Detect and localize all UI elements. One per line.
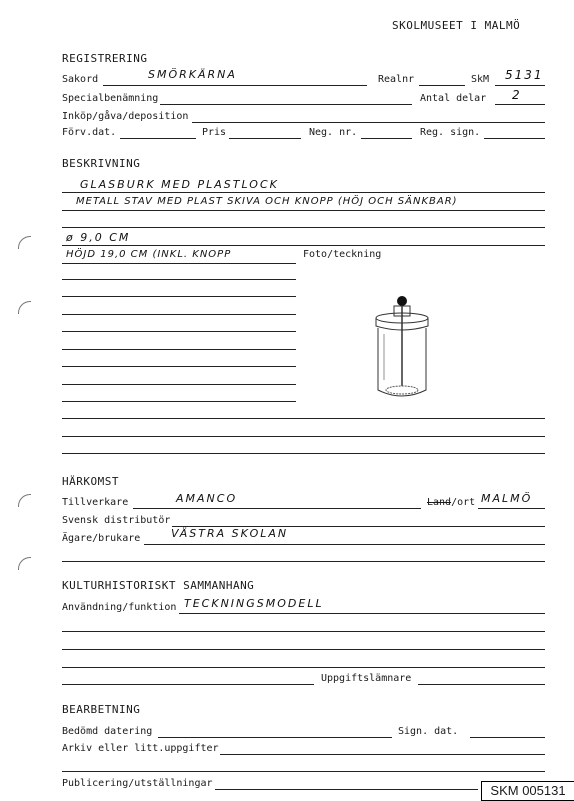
beskrivning-line[interactable]	[62, 453, 545, 454]
realnr-label: Realnr	[378, 74, 415, 85]
land-label-struck: Land	[427, 497, 452, 508]
inkop-field[interactable]	[192, 122, 545, 123]
kultur-line[interactable]	[62, 631, 545, 632]
anvandning-label: Användning/funktion	[62, 602, 177, 613]
specialbenamning-label: Specialbenämning	[62, 93, 159, 104]
beskrivning-line[interactable]	[62, 192, 545, 193]
negnr-label: Neg. nr.	[309, 127, 358, 138]
beskrivning-line[interactable]	[62, 331, 296, 332]
punch-hole	[18, 301, 31, 314]
skm-field[interactable]	[495, 85, 545, 86]
punch-hole	[18, 236, 31, 249]
kultur-heading: KULTURHISTORISKT SAMMANHANG	[62, 579, 255, 592]
beskrivning-line[interactable]	[62, 227, 545, 228]
beskrivning-text: GLASBURK MED PLASTLOCK	[80, 178, 279, 191]
uppgift-label: Uppgiftslämnare	[321, 673, 412, 684]
arkiv-field[interactable]	[220, 754, 545, 755]
beskrivning-line[interactable]	[62, 349, 296, 350]
punch-hole	[18, 557, 31, 570]
beskrivning-line[interactable]	[62, 314, 296, 315]
regsign-label: Reg. sign.	[420, 127, 481, 138]
pris-field[interactable]	[229, 138, 301, 139]
inkop-label: Inköp/gåva/deposition	[62, 111, 189, 122]
beskrivning-line[interactable]	[62, 436, 545, 437]
beskrivning-line[interactable]	[62, 245, 545, 246]
beskrivning-line[interactable]	[62, 263, 296, 264]
land-ort-label	[427, 497, 475, 508]
publicering-label: Publicering/utställningar	[62, 778, 213, 789]
negnr-field[interactable]	[361, 138, 412, 139]
beskrivning-line[interactable]	[62, 418, 545, 419]
anvandning-value: TECKNINGSMODELL	[184, 597, 324, 610]
registrering-heading: REGISTRERING	[62, 52, 148, 65]
signdat-label: Sign. dat.	[398, 726, 459, 737]
beskrivning-line[interactable]	[62, 210, 545, 211]
antal-field[interactable]	[495, 104, 545, 105]
antal-value: 2	[512, 88, 522, 102]
museum-header: SKOLMUSEET I MALMÖ	[392, 19, 521, 32]
beskrivning-text: METALL STAV MED PLAST SKIVA OCH KNOPP (HÖJ OCH SÄNKBAR)	[76, 196, 458, 207]
agare-label: Ägare/brukare	[62, 533, 141, 544]
beskrivning-line[interactable]	[62, 401, 296, 402]
beskrivning-line[interactable]	[62, 296, 296, 297]
foto-label: Foto/teckning	[303, 249, 382, 260]
skm-value: 5131	[505, 68, 544, 82]
sakord-field[interactable]	[103, 85, 367, 86]
anvandning-field[interactable]	[179, 613, 545, 614]
kultur-line[interactable]	[62, 649, 545, 650]
bearbetning-heading: BEARBETNING	[62, 703, 141, 716]
harkomst-line[interactable]	[62, 561, 545, 562]
sakord-label: Sakord	[62, 74, 99, 85]
ort-value: MALMÖ	[481, 492, 533, 505]
signdat-field[interactable]	[470, 737, 545, 738]
kultur-line[interactable]	[62, 684, 314, 685]
publicering-field[interactable]	[215, 789, 478, 790]
bearbetning-line[interactable]	[62, 771, 545, 772]
beskrivning-heading: BESKRIVNING	[62, 157, 141, 170]
skm-label: SkM	[471, 74, 490, 85]
beskrivning-text: ø 9,0 CM	[66, 231, 131, 244]
uppgift-field[interactable]	[418, 684, 545, 685]
forvdat-field[interactable]	[120, 138, 196, 139]
beskrivning-line[interactable]	[62, 384, 296, 385]
distributor-label: Svensk distributör	[62, 515, 171, 526]
beskrivning-line[interactable]	[62, 279, 296, 280]
kultur-line[interactable]	[62, 667, 545, 668]
beskrivning-text: HÖJD 19,0 CM (INKL. KNOPP	[66, 249, 232, 260]
jar-sketch	[368, 290, 438, 405]
forvdat-label: Förv.dat.	[62, 127, 117, 138]
datering-label: Bedömd datering	[62, 726, 153, 737]
realnr-field[interactable]	[419, 85, 465, 86]
tillverkare-value: AMANCO	[176, 492, 238, 505]
antal-label: Antal delar	[420, 93, 487, 104]
pris-label: Pris	[202, 127, 227, 138]
harkomst-heading: HÄRKOMST	[62, 475, 119, 488]
beskrivning-line[interactable]	[62, 366, 296, 367]
punch-hole	[18, 494, 31, 507]
ort-field[interactable]	[478, 508, 545, 509]
ort-label: /ort	[451, 497, 476, 508]
regsign-field[interactable]	[484, 138, 545, 139]
arkiv-label: Arkiv eller litt.uppgifter	[62, 743, 219, 754]
catalog-stamp: SKM 005131	[481, 781, 574, 801]
agare-field[interactable]	[144, 544, 545, 545]
specialbenamning-field[interactable]	[160, 104, 412, 105]
sakord-value: SMÖRKÄRNA	[148, 68, 237, 81]
tillverkare-field[interactable]	[133, 508, 421, 509]
tillverkare-label: Tillverkare	[62, 497, 129, 508]
datering-field[interactable]	[158, 737, 392, 738]
agare-value: VÄSTRA SKOLAN	[171, 527, 289, 540]
